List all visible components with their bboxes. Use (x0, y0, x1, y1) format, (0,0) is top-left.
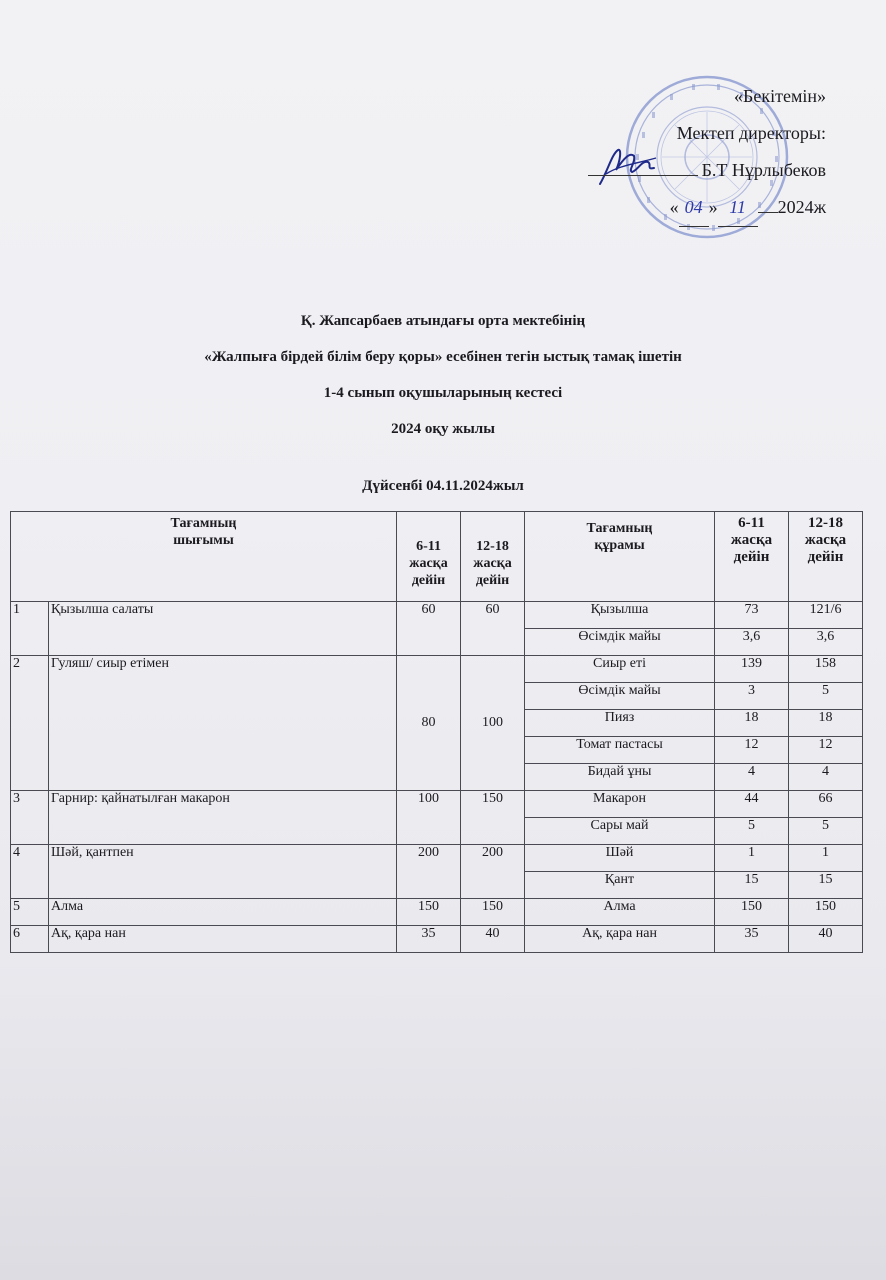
ingredient-amount-12-18: 4 (789, 764, 863, 791)
header-age-6-11-b: 6-11 жасқа дейін (715, 512, 789, 602)
dish-output-6-11: 100 (397, 791, 461, 845)
header-age-12-18: 12-18 жасқа дейін (461, 512, 525, 602)
dish-number: 5 (11, 899, 49, 926)
signature-underline (588, 175, 698, 176)
ingredient-amount-12-18: 1 (789, 845, 863, 872)
dish-output-6-11: 200 (397, 845, 461, 899)
dish-number: 4 (11, 845, 49, 899)
dish-output-12-18: 150 (461, 791, 525, 845)
ingredient-amount-6-11: 4 (715, 764, 789, 791)
ingredient-amount-6-11: 73 (715, 602, 789, 629)
ingredient-amount-6-11: 3 (715, 683, 789, 710)
director-name: Б.Т Нұрлыбеков (701, 160, 826, 180)
header-age-12-18-b: 12-18 жасқа дейін (789, 512, 863, 602)
dish-output-12-18: 100 (461, 656, 525, 791)
ingredient-name: Өсімдік майы (525, 683, 715, 710)
ingredient-amount-6-11: 5 (715, 818, 789, 845)
ingredient-amount-12-18: 15 (789, 872, 863, 899)
header-composition: Тағамның құрамы (525, 512, 715, 602)
ingredient-amount-12-18: 3,6 (789, 629, 863, 656)
ingredient-amount-6-11: 139 (715, 656, 789, 683)
header-age-6-11: 6-11 жасқа дейін (397, 512, 461, 602)
director-position: Мектеп директоры: (676, 123, 826, 143)
date-year: 2024ж (777, 197, 826, 217)
ingredient-amount-6-11: 15 (715, 872, 789, 899)
dish-name: Шәй, қантпен (49, 845, 397, 899)
ingredient-amount-12-18: 18 (789, 710, 863, 737)
date-day: 04 (679, 189, 709, 227)
ingredient-amount-12-18: 5 (789, 683, 863, 710)
ingredient-amount-6-11: 35 (715, 926, 789, 953)
ingredient-name: Қызылша (525, 602, 715, 629)
dish-output-12-18: 40 (461, 926, 525, 953)
dish-name: Гуляш/ сиыр етімен (49, 656, 397, 791)
dish-number: 1 (11, 602, 49, 656)
dish-number: 2 (11, 656, 49, 791)
table-row (11, 899, 863, 926)
dish-output-6-11: 35 (397, 926, 461, 953)
table-header-row (11, 512, 863, 602)
dish-output-6-11: 60 (397, 602, 461, 656)
table-row (11, 602, 863, 629)
ingredient-amount-6-11: 150 (715, 899, 789, 926)
date-month: 11 (718, 189, 758, 227)
date-quote-open: « (669, 197, 679, 217)
ingredient-amount-6-11: 3,6 (715, 629, 789, 656)
approval-date (526, 189, 826, 227)
menu-table (10, 511, 863, 953)
title-line-4: 2024 оқу жылы (391, 421, 495, 437)
header-dish-output: Тағамның шығымы (11, 512, 397, 602)
table-row (11, 926, 863, 953)
dish-output-12-18: 60 (461, 602, 525, 656)
ingredient-amount-12-18: 150 (789, 899, 863, 926)
ingredient-amount-12-18: 158 (789, 656, 863, 683)
ingredient-name: Өсімдік майы (525, 629, 715, 656)
ingredient-amount-6-11: 18 (715, 710, 789, 737)
table-row (11, 845, 863, 872)
dish-output-6-11: 150 (397, 899, 461, 926)
ingredient-name: Бидай ұны (525, 764, 715, 791)
ingredient-amount-6-11: 44 (715, 791, 789, 818)
ingredient-amount-12-18: 12 (789, 737, 863, 764)
ingredient-name: Қант (525, 872, 715, 899)
table-row (11, 791, 863, 818)
dish-number: 6 (11, 926, 49, 953)
approval-heading: «Бекітемін» (734, 86, 826, 106)
ingredient-name: Макарон (525, 791, 715, 818)
dish-output-12-18: 150 (461, 899, 525, 926)
ingredient-amount-12-18: 121/6 (789, 602, 863, 629)
ingredient-amount-12-18: 40 (789, 926, 863, 953)
dish-name: Қызылша салаты (49, 602, 397, 656)
ingredient-name: Сары май (525, 818, 715, 845)
ingredient-amount-12-18: 66 (789, 791, 863, 818)
ingredient-name: Сиыр еті (525, 656, 715, 683)
ingredient-name: Томат пастасы (525, 737, 715, 764)
title-line-1: Қ. Жапсарбаев атындағы орта мектебінің (300, 313, 586, 329)
dish-name: Алма (49, 899, 397, 926)
dish-output-6-11: 80 (397, 656, 461, 791)
dish-output-12-18: 200 (461, 845, 525, 899)
date-quote-close: » (708, 197, 718, 217)
dish-number: 3 (11, 791, 49, 845)
ingredient-amount-6-11: 12 (715, 737, 789, 764)
ingredient-name: Пияз (525, 710, 715, 737)
director-name-line (526, 152, 826, 189)
ingredient-name: Шәй (525, 845, 715, 872)
dish-name: Гарнир: қайнатылған макарон (49, 791, 397, 845)
approval-block (526, 78, 826, 227)
title-line-3: 1-4 сынып оқушыларының кестесі (323, 385, 563, 401)
ingredient-name: Ақ, қара нан (525, 926, 715, 953)
document-title (0, 303, 886, 447)
day-date-heading: Дүйсенбі 04.11.2024жыл (362, 478, 524, 494)
title-line-2: «Жалпыға бірдей білім беру қоры» есебінен тегін ыстық тамақ ішетін (204, 349, 682, 365)
dish-name: Ақ, қара нан (49, 926, 397, 953)
ingredient-name: Алма (525, 899, 715, 926)
table-row (11, 656, 863, 683)
date-underline (758, 212, 778, 213)
ingredient-amount-6-11: 1 (715, 845, 789, 872)
ingredient-amount-12-18: 5 (789, 818, 863, 845)
